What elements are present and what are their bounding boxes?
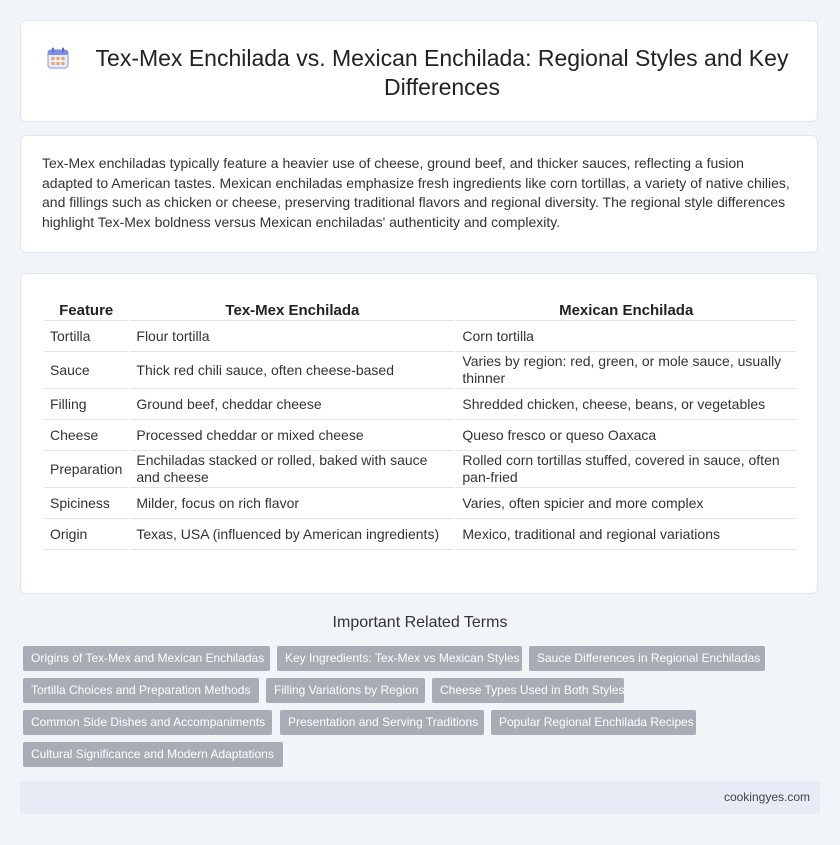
row-tex-mex: Milder, focus on rich flavor bbox=[130, 488, 454, 519]
table-row bbox=[44, 321, 796, 352]
row-feature: Tortilla bbox=[44, 321, 128, 352]
row-mexican: Queso fresco or queso Oaxaca bbox=[456, 420, 796, 451]
row-mexican: Mexico, traditional and regional variations bbox=[456, 519, 796, 550]
summary-text: Tex-Mex enchiladas typically feature a heavier use of cheese, ground beef, and thicker sauces, reflecting a fusion adapted to American tastes. Mexican enchiladas emphasize fresh ingredients like corn tortillas, a variety of native chilies, and fillings such as chicken or cheese, preserving traditional flavors and regional diversity. The regional style differences highlight Tex-Mex boldness versus Mexican enchiladas' authenticity and complexity. bbox=[42, 155, 790, 230]
table-row bbox=[44, 352, 796, 389]
row-tex-mex: Ground beef, cheddar cheese bbox=[130, 389, 454, 420]
row-mexican: Corn tortilla bbox=[456, 321, 796, 352]
table-row bbox=[44, 420, 796, 451]
header-feature: Feature bbox=[44, 295, 128, 321]
related-term-tag[interactable]: Sauce Differences in Regional Enchiladas bbox=[529, 646, 765, 671]
row-mexican: Rolled corn tortillas stuffed, covered in sauce, often pan-fried bbox=[456, 451, 796, 488]
table-header-row bbox=[44, 295, 796, 321]
row-feature: Origin bbox=[44, 519, 128, 550]
calendar-icon bbox=[47, 47, 69, 69]
related-term-tag[interactable]: Origins of Tex-Mex and Mexican Enchiladas bbox=[23, 646, 270, 671]
summary-card bbox=[20, 135, 818, 253]
related-term-tag[interactable]: Popular Regional Enchilada Recipes bbox=[491, 710, 696, 735]
row-tex-mex: Texas, USA (influenced by American ingredients) bbox=[130, 519, 454, 550]
comparison-table bbox=[42, 295, 798, 550]
comparison-table-card bbox=[20, 273, 818, 594]
row-feature: Cheese bbox=[44, 420, 128, 451]
row-mexican: Varies, often spicier and more complex bbox=[456, 488, 796, 519]
footer-site-link[interactable]: cookingyes.com bbox=[723, 790, 810, 804]
related-term-tag[interactable]: Cheese Types Used in Both Styles bbox=[432, 678, 624, 703]
related-term-tag[interactable]: Common Side Dishes and Accompaniments bbox=[23, 710, 272, 735]
row-feature: Filling bbox=[44, 389, 128, 420]
page-title: Tex-Mex Enchilada vs. Mexican Enchilada: Regional Styles and Key Differences bbox=[95, 45, 789, 100]
related-term-tag[interactable]: Filling Variations by Region bbox=[266, 678, 425, 703]
row-mexican: Shredded chicken, cheese, beans, or vegetables bbox=[456, 389, 796, 420]
title-card bbox=[20, 20, 818, 122]
related-term-tag[interactable]: Key Ingredients: Tex-Mex vs Mexican Styles bbox=[277, 646, 522, 671]
header-mexican: Mexican Enchilada bbox=[456, 295, 796, 321]
related-term-tag[interactable]: Cultural Significance and Modern Adaptations bbox=[23, 742, 283, 767]
row-tex-mex: Thick red chili sauce, often cheese-based bbox=[130, 352, 454, 389]
related-term-tag[interactable]: Tortilla Choices and Preparation Methods bbox=[23, 678, 259, 703]
row-feature: Preparation bbox=[44, 451, 128, 488]
row-tex-mex: Enchiladas stacked or rolled, baked with sauce and cheese bbox=[130, 451, 454, 488]
table-row bbox=[44, 488, 796, 519]
row-feature: Sauce bbox=[44, 352, 128, 389]
header-tex-mex: Tex-Mex Enchilada bbox=[130, 295, 454, 321]
row-mexican: Varies by region: red, green, or mole sauce, usually thinner bbox=[456, 352, 796, 389]
table-row bbox=[44, 451, 796, 488]
footer bbox=[20, 781, 820, 814]
row-tex-mex: Flour tortilla bbox=[130, 321, 454, 352]
row-feature: Spiciness bbox=[44, 488, 128, 519]
table-row bbox=[44, 389, 796, 420]
row-tex-mex: Processed cheddar or mixed cheese bbox=[130, 420, 454, 451]
related-term-tag[interactable]: Presentation and Serving Traditions bbox=[280, 710, 484, 735]
table-row bbox=[44, 519, 796, 550]
related-terms-title: Important Related Terms bbox=[332, 614, 508, 631]
